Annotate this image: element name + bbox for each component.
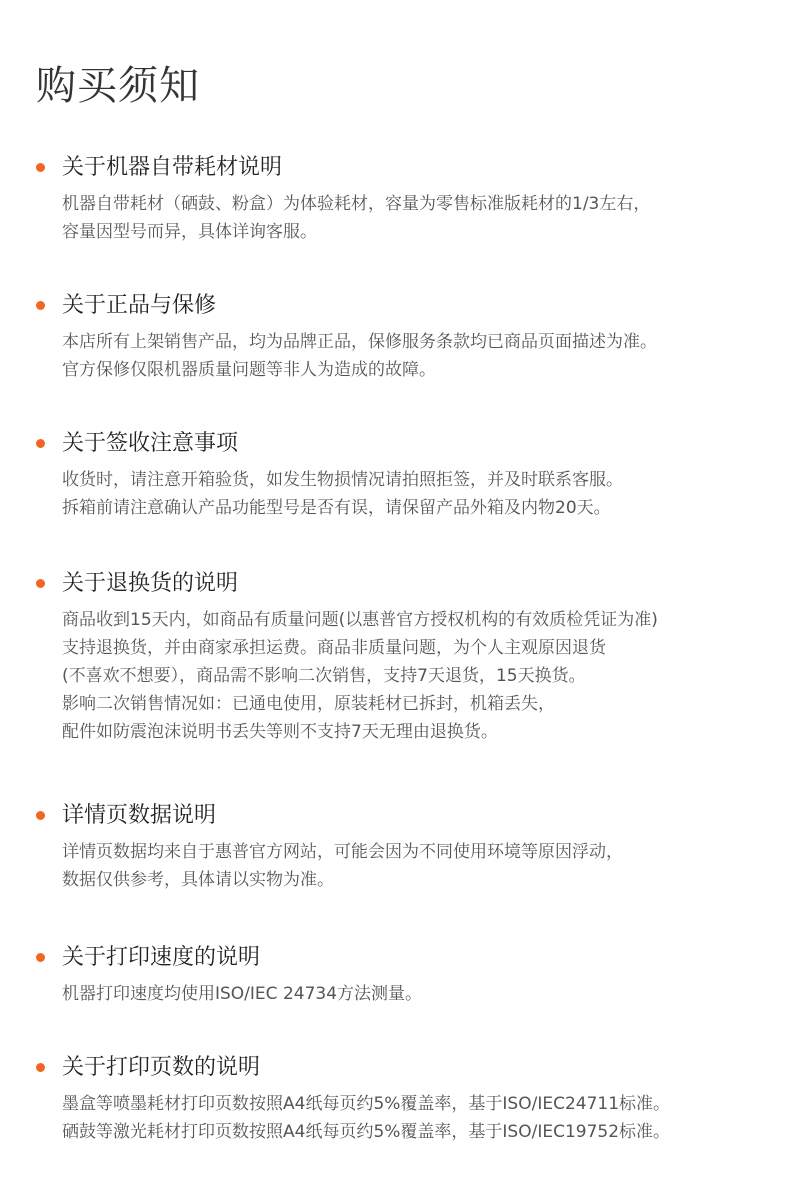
body-line: 墨盒等喷墨耗材打印页数按照A4纸每页约5%覆盖率，基于ISO/IEC24711标准。	[62, 1094, 671, 1114]
orange-dot-icon	[36, 163, 45, 172]
section-returns-exchanges	[36, 568, 776, 746]
orange-dot-icon	[36, 579, 45, 588]
section-body	[62, 838, 776, 894]
body-line: 本店所有上架销售产品，均为品牌正品，保修服务条款均已商品页面描述为准。	[62, 332, 657, 352]
body-line: 容量因型号而异，具体详询客服。	[62, 222, 317, 242]
section-body	[62, 466, 776, 522]
section-delivery-receipt	[36, 428, 776, 522]
body-line: 官方保修仅限机器质量问题等非人为造成的故障。	[62, 360, 436, 380]
section-header	[36, 942, 776, 974]
section-page-yield	[36, 1052, 776, 1146]
section-title: 关于打印速度的说明	[62, 945, 261, 970]
section-header	[36, 1052, 776, 1084]
body-line: 拆箱前请注意确认产品功能型号是否有误，请保留产品外箱及内物20天。	[62, 498, 611, 518]
section-header	[36, 290, 776, 322]
section-genuine-warranty	[36, 290, 776, 384]
page-title: 购买须知	[36, 63, 200, 109]
section-body	[62, 606, 776, 746]
body-line: (不喜欢不想要），商品需不影响二次销售，支持7天退货，15天换货。	[62, 666, 586, 686]
body-line: 详情页数据均来自于惠普官方网站，可能会因为不同使用环境等原因浮动，	[62, 842, 623, 862]
section-body	[62, 328, 776, 384]
section-header	[36, 800, 776, 832]
orange-dot-icon	[36, 1063, 45, 1072]
body-line: 商品收到15天内，如商品有质量问题(以惠普官方授权机构的有效质检凭证为准)	[62, 610, 658, 630]
body-line: 数据仅供参考，具体请以实物为准。	[62, 870, 334, 890]
section-title: 关于正品与保修	[62, 293, 217, 318]
orange-dot-icon	[36, 811, 45, 820]
section-title: 关于退换货的说明	[62, 571, 239, 596]
orange-dot-icon	[36, 439, 45, 448]
section-header	[36, 568, 776, 600]
section-title: 详情页数据说明	[62, 803, 217, 828]
body-line: 机器打印速度均使用ISO/IEC 24734方法测量。	[62, 984, 423, 1004]
body-line: 配件如防震泡沫说明书丢失等则不支持7天无理由退换货。	[62, 722, 498, 742]
section-bundled-consumables	[36, 152, 776, 246]
section-title: 关于打印页数的说明	[62, 1055, 261, 1080]
body-line: 收货时，请注意开箱验货，如发生物损情况请拍照拒签，并及时联系客服。	[62, 470, 623, 490]
section-print-speed	[36, 942, 776, 1008]
body-line: 影响二次销售情况如：已通电使用，原装耗材已拆封，机箱丢失，	[62, 694, 555, 714]
body-line: 硒鼓等激光耗材打印页数按照A4纸每页约5%覆盖率，基于ISO/IEC19752标准。	[62, 1122, 671, 1142]
orange-dot-icon	[36, 301, 45, 310]
orange-dot-icon	[36, 953, 45, 962]
body-line: 机器自带耗材（硒鼓、粉盒）为体验耗材，容量为零售标准版耗材的1/3左右，	[62, 194, 651, 214]
section-body	[62, 190, 776, 246]
section-body	[62, 1090, 776, 1146]
section-header	[36, 428, 776, 460]
section-title: 关于机器自带耗材说明	[62, 155, 283, 180]
section-header	[36, 152, 776, 184]
body-line: 支持退换货，并由商家承担运费。商品非质量问题，为个人主观原因退货	[62, 638, 606, 658]
section-title: 关于签收注意事项	[62, 431, 239, 456]
section-detail-data	[36, 800, 776, 894]
section-body	[62, 980, 776, 1008]
